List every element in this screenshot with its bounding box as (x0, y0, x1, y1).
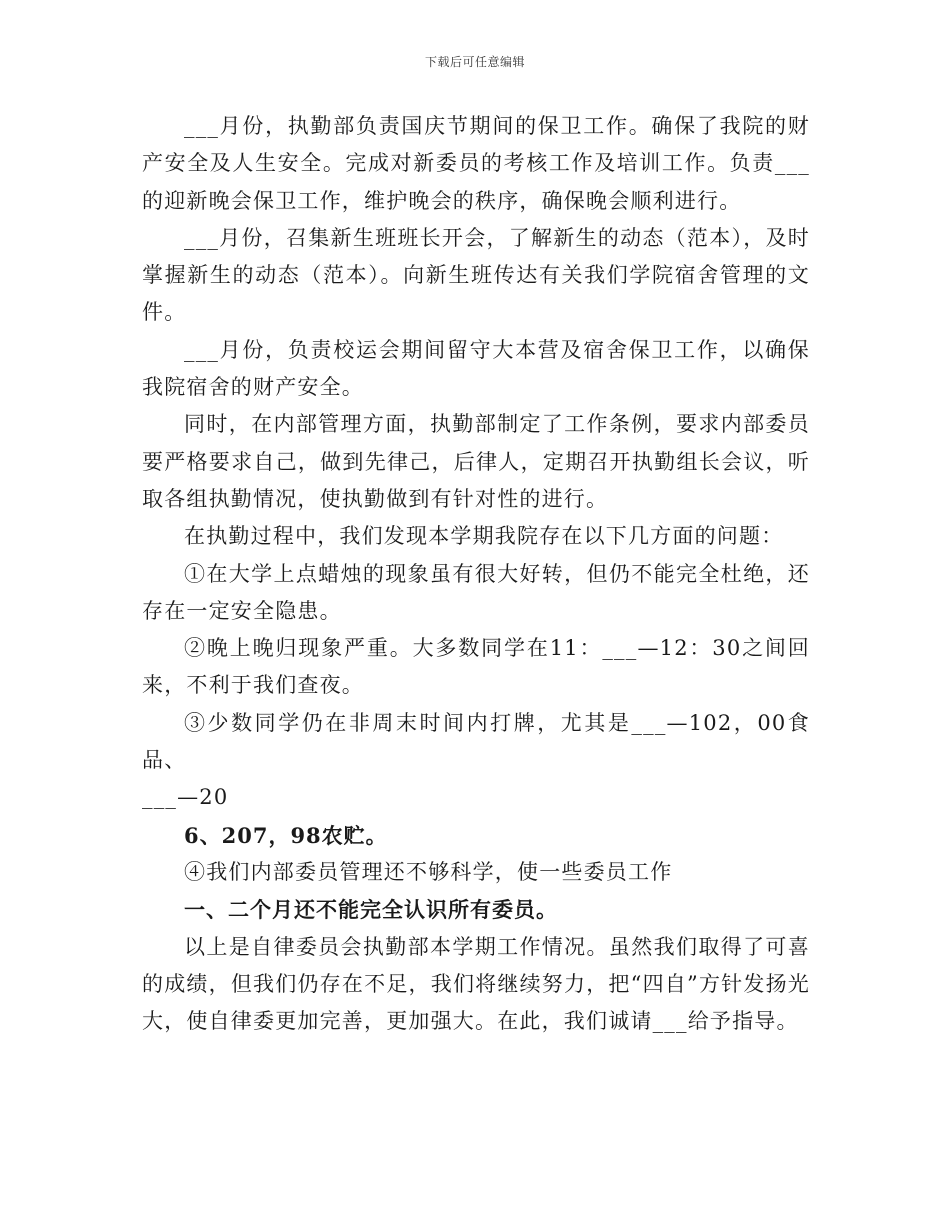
header-note: 下载后可任意编辑 (424, 55, 525, 69)
problem-item-3: ③少数同学仍在非周末时间内打牌，尤其是___—102，00食品、 (142, 710, 810, 773)
bold-line-numbers: 6、207，98农贮。 (184, 822, 388, 848)
paragraph-internal-management: 同时，在内部管理方面，执勤部制定了工作条例，要求内部委员要严格要求自己，做到先律己，后律人，定期召开执勤组长会议，听取各组执勤情况，使执勤做到有针对性的进行。 (142, 412, 810, 511)
paragraph-sports-meet: ___月份，负责校运会期间留守大本营及宿舍保卫工作，以确保我院宿舍的财产安全。 (142, 337, 810, 400)
problem-item-4: ④我们内部委员管理还不够科学，使一些委员工作 (184, 859, 673, 884)
paragraph-november: ___月份，召集新生班班长开会，了解新生的动态（范本），及时掌握新生的动态（范本）。向新生班传达有关我们学院宿舍管理的文件。 (142, 225, 810, 325)
problem-item-3-continued: ___—20 (142, 785, 229, 810)
problem-item-1: ①在大学上点蜡烛的现象虽有很大好转，但仍不能完全杜绝，还存在一定安全隐患。 (142, 561, 810, 623)
bold-line-months: 一、二个月还不能完全认识所有委员。 (184, 897, 558, 923)
document-body (142, 108, 810, 1040)
paragraph-conclusion: 以上是自律委员会执勤部本学期工作情况。虽然我们取得了可喜的成绩，但我们仍存在不足，我们将继续努力，把“四自”方针发扬光大，使自律委更加完善，更加强大。在此，我们诚请___给予指导。 (142, 934, 810, 1034)
paragraph-problems-intro: 在执勤过程中，我们发现本学期我院存在以下几方面的问题： (184, 524, 784, 549)
problem-item-2: ②晚上晚归现象严重。大多数同学在11：___—12：30之间回来，不利于我们查夜。 (142, 636, 810, 698)
paragraph-october: ___月份，执勤部负责国庆节期间的保卫工作。确保了我院的财产安全及人生安全。完成对新委员的考核工作及培训工作。负责___的迎新晚会保卫工作，维护晚会的秩序，确保晚会顺利进行。 (142, 114, 810, 213)
